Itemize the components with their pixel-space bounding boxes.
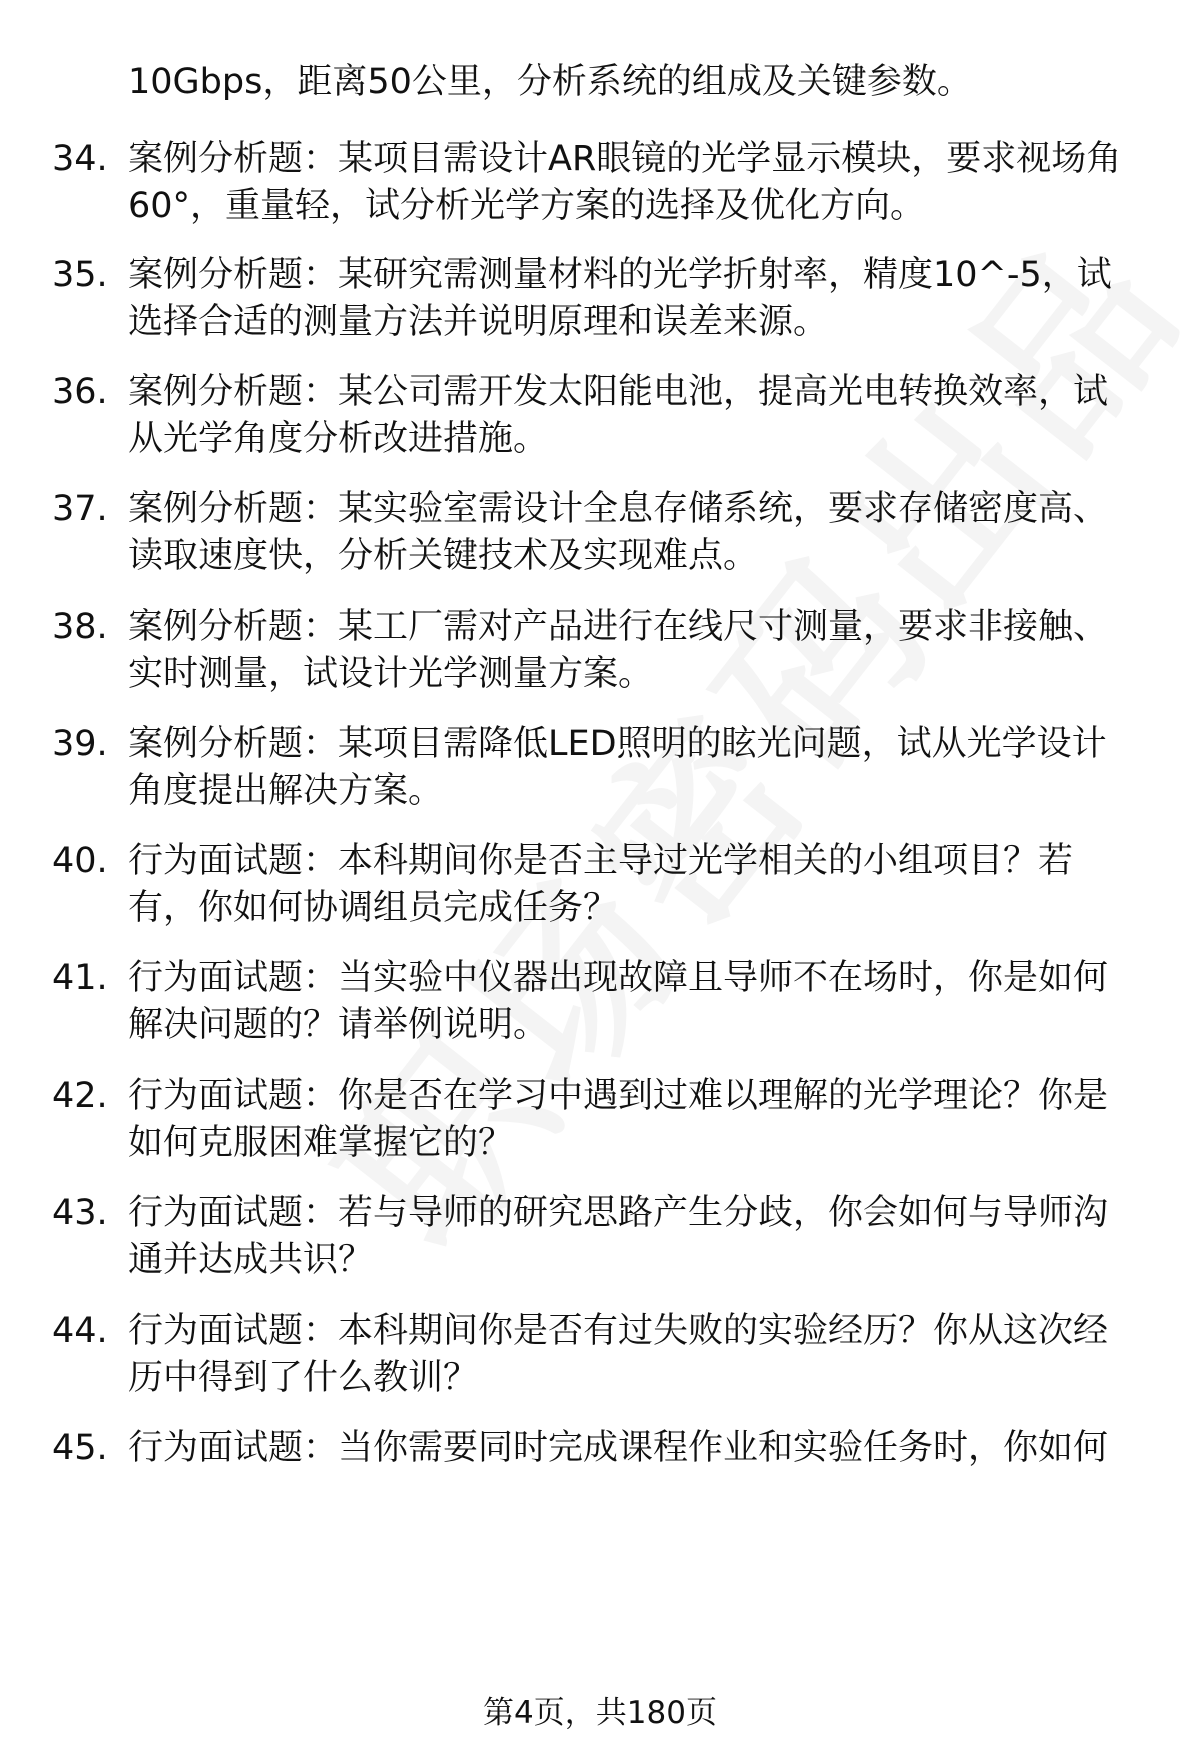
question-text-line: 历中得到了什么教训？: [128, 1358, 479, 1398]
question-number: 37.: [52, 489, 108, 529]
question-number: 42.: [52, 1076, 108, 1116]
question-text-line: 60°，重量轻，试分析光学方案的选择及优化方向。: [128, 186, 926, 226]
question-text-line: 案例分析题：某项目需设计AR眼镜的光学显示模块，要求视场角: [128, 139, 1122, 179]
question-text-line: 读取速度快，分析关键技术及实现难点。: [128, 536, 759, 576]
question-number: 34.: [52, 139, 108, 179]
question-number: 38.: [52, 607, 108, 647]
question-number: 36.: [52, 372, 108, 412]
question-text-line: 案例分析题：某研究需测量材料的光学折射率，精度10^-5，试: [128, 255, 1112, 295]
question-number: 44.: [52, 1311, 108, 1351]
question-item: [0, 954, 1200, 1054]
question-number: 45.: [52, 1428, 108, 1468]
question-text-line: 案例分析题：某工厂需对产品进行在线尺寸测量，要求非接触、: [128, 607, 1109, 647]
question-item: [0, 135, 1200, 235]
question-item: [0, 1072, 1200, 1172]
question-text-line: 行为面试题：本科期间你是否有过失败的实验经历？你从这次经: [128, 1311, 1109, 1351]
question-number: 40.: [52, 841, 108, 881]
question-text-line: 通并达成共识？: [128, 1240, 374, 1280]
question-text-line: 案例分析题：某项目需降低LED照明的眩光问题，试从光学设计: [128, 724, 1107, 764]
question-item: [0, 251, 1200, 351]
question-text-line: 解决问题的？请举例说明。: [128, 1005, 549, 1045]
question-text-line: 如何克服困难掌握它的？: [128, 1123, 514, 1163]
question-text-line: 案例分析题：某实验室需设计全息存储系统，要求存储密度高、: [128, 489, 1109, 529]
question-item: [0, 485, 1200, 585]
question-number: 43.: [52, 1193, 108, 1233]
question-item: [0, 837, 1200, 937]
question-text-line: 行为面试题：若与导师的研究思路产生分歧，你会如何与导师沟: [128, 1193, 1109, 1233]
question-item: [0, 1189, 1200, 1289]
question-text-line: 行为面试题：当你需要同时完成课程作业和实验任务时，你如何: [128, 1428, 1109, 1468]
question-number: 41.: [52, 958, 108, 998]
question-item: [0, 1307, 1200, 1407]
question-text-line: 有，你如何协调组员完成任务？: [128, 888, 619, 928]
question-item: [0, 1424, 1200, 1524]
question-text-line: 案例分析题：某公司需开发太阳能电池，提高光电转换效率，试: [128, 372, 1109, 412]
question-text-line: 行为面试题：你是否在学习中遇到过难以理解的光学理论？你是: [128, 1076, 1109, 1116]
question-item: [0, 603, 1200, 703]
continuation-line: 10Gbps，距离50公里，分析系统的组成及关键参数。: [128, 62, 972, 102]
question-item: [0, 720, 1200, 820]
question-text-line: 角度提出解决方案。: [128, 771, 444, 811]
question-text-line: 行为面试题：当实验中仪器出现故障且导师不在场时，你是如何: [128, 958, 1109, 998]
page-footer: 第4页，共180页: [483, 1695, 717, 1731]
question-number: 35.: [52, 255, 108, 295]
question-item: [0, 368, 1200, 468]
question-text-line: 行为面试题：本科期间你是否主导过光学相关的小组项目？若: [128, 841, 1074, 881]
question-text-line: 从光学角度分析改进措施。: [128, 419, 549, 459]
question-number: 39.: [52, 724, 108, 764]
question-text-line: 实时测量，试设计光学测量方案。: [128, 654, 654, 694]
question-text-line: 选择合适的测量方法并说明原理和误差来源。: [128, 302, 829, 342]
